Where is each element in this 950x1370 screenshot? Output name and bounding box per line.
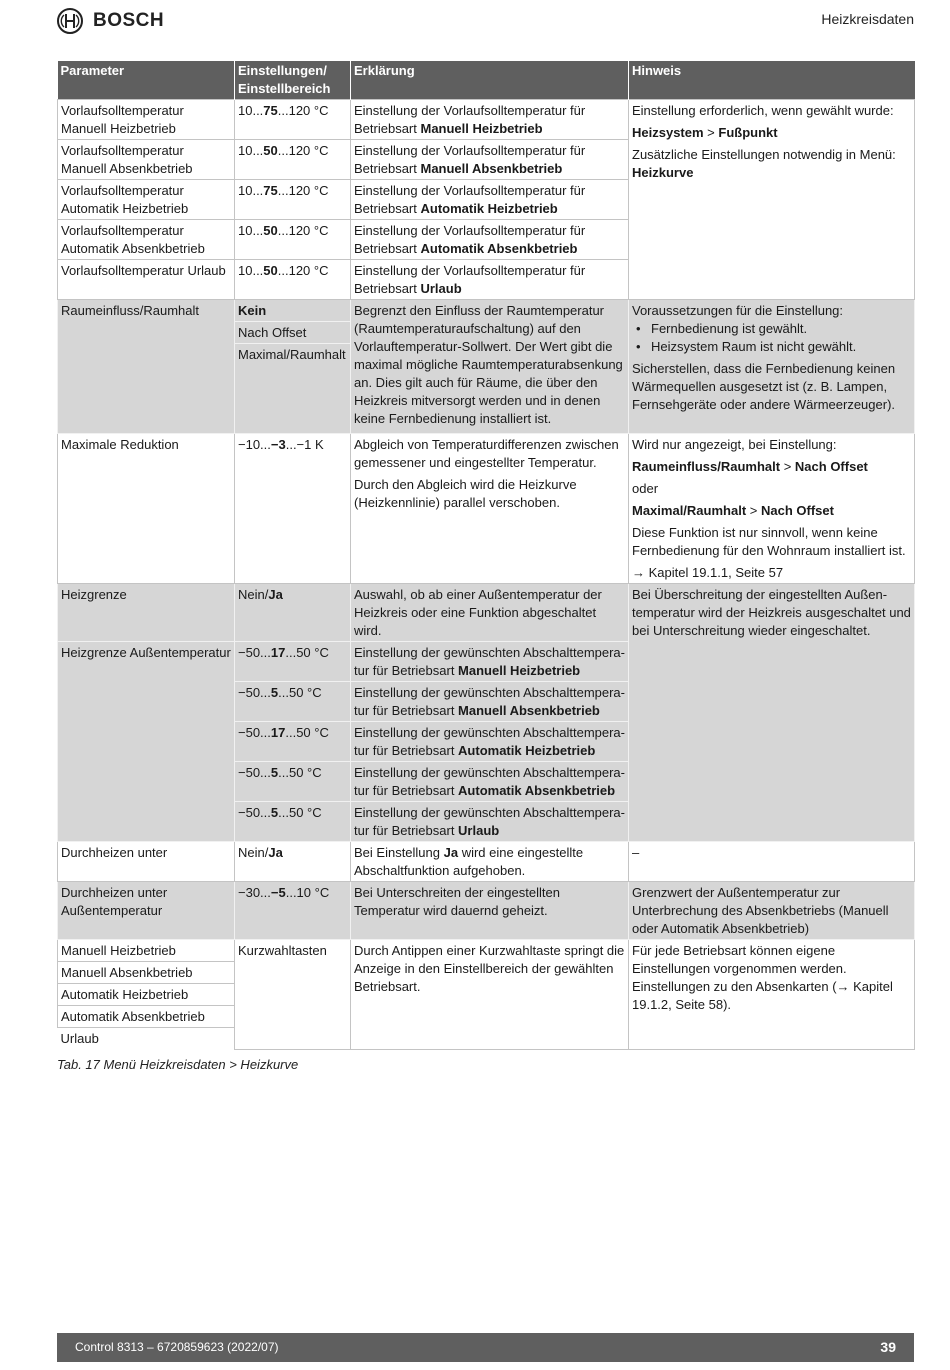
setting-cell: −30...−5...10 °C [235, 882, 351, 940]
explanation-cell: Einstellung der Vorlaufsolltemperatur für Betriebsart Automatik Absenkbetrieb [351, 220, 629, 260]
param-cell: Manuell Heizbetrieb [58, 940, 235, 962]
hint-cell: Bei Überschreitung der eingestellten Außentemperatur wird der Heizkreis ausgeschaltet und bei Unterschreitung wieder eingeschaltet. [629, 584, 915, 842]
setting-cell: Nein/Ja [235, 584, 351, 642]
explanation-cell: Einstellung der Vorlaufsolltemperatur für Betriebsart Urlaub [351, 260, 629, 300]
setting-cell: Maximal/Raumhalt [235, 344, 351, 434]
page-number: 39 [880, 1339, 896, 1355]
hint-cell: Einstellung erforderlich, wenn gewählt wurde: Heizsystem > Fußpunkt Zusätzliche Einstellungen notwendig in Menü: Heizkurve [629, 100, 915, 300]
setting-cell: −10...−3...−1 K [235, 434, 351, 584]
setting-cell: 10...50...120 °C [235, 260, 351, 300]
param-cell: Vorlaufsolltemperatur Automatik Absenkbetrieb [58, 220, 235, 260]
param-cell: Durchheizen unter [58, 842, 235, 882]
explanation-cell: Einstellung der Vorlaufsolltemperatur für Betriebsart Manuell Heizbetrieb [351, 100, 629, 140]
explanation-cell: Einstellung der gewünschten Abschalttemperatur für Betriebsart Automatik Heizbetrieb [351, 722, 629, 762]
explanation-cell: Einstellung der Vorlaufsolltemperatur für Betriebsart Manuell Absenkbetrieb [351, 140, 629, 180]
table-row [58, 940, 915, 962]
param-cell: Maximale Reduktion [58, 434, 235, 584]
param-cell: Urlaub [58, 1028, 235, 1050]
param-cell: Raumeinfluss/Raumhalt [58, 300, 235, 434]
setting-cell: 10...75...120 °C [235, 180, 351, 220]
explanation-cell: Einstellung der gewünschten Abschalttemperatur für Betriebsart Automatik Absenkbetrieb [351, 762, 629, 802]
setting-cell: −50...5...50 °C [235, 682, 351, 722]
brand-logo [57, 8, 164, 34]
hint-cell: Wird nur angezeigt, bei Einstellung: Raumeinfluss/Raumhalt > Nach Offset oder Maximal/Raumhalt > Nach Offset Diese Funktion ist nur sinnvoll, wenn keine Fernbedienung für den Wohnraum installiert ist. → Kapitel 19.1.1, Seite 57 [629, 434, 915, 584]
table-row [58, 100, 915, 140]
hint-cell: Grenzwert der Außentemperatur zur Unterbrechung des Absenkbetriebs (Manuell oder Automatik Absenkbetrieb) [629, 882, 915, 940]
bosch-logo-icon [57, 8, 83, 34]
column-header-einstellungen: Einstellungen/ Einstellbereich [235, 61, 351, 100]
table-row [58, 584, 915, 642]
setting-cell: Kein [235, 300, 351, 322]
column-header-erklaerung: Erklärung [351, 61, 629, 100]
param-cell: Heizgrenze Außentemperatur [58, 642, 235, 842]
section-title: Heizkreisdaten [821, 11, 914, 27]
param-cell: Vorlaufsolltemperatur Urlaub [58, 260, 235, 300]
parameter-table [57, 61, 915, 1050]
table-row [58, 300, 915, 322]
column-header-parameter: Parameter [58, 61, 235, 100]
brand-name: BOSCH [93, 10, 165, 31]
table-row [58, 882, 915, 940]
explanation-cell: Begrenzt den Einfluss der Raumtemperatur (Raumtemperaturaufschaltung) auf den Vorlauftemperatur-Sollwert. Der Wert gibt die maximal mögliche Raumtemperaturabsenkung an. Dies gilt auch für Räume, die über den Heizkreis mitversorgt werden und in denen keine Fernbedienung installiert ist. [351, 300, 629, 434]
explanation-cell: Bei Unterschreiten der eingestellten Temperatur wird dauernd geheizt. [351, 882, 629, 940]
explanation-cell: Bei Einstellung Ja wird eine eingestellte Abschaltfunktion aufgehoben. [351, 842, 629, 882]
page-footer [57, 1333, 914, 1362]
setting-cell: Nein/Ja [235, 842, 351, 882]
explanation-cell: Auswahl, ob ab einer Außentemperatur der Heizkreis oder eine Funktion abgeschaltet wird. [351, 584, 629, 642]
setting-cell: −50...5...50 °C [235, 802, 351, 842]
param-cell: Vorlaufsolltemperatur Manuell Heizbetrieb [58, 100, 235, 140]
explanation-cell: Einstellung der Vorlaufsolltemperatur für Betriebsart Automatik Heizbetrieb [351, 180, 629, 220]
setting-cell: 10...50...120 °C [235, 220, 351, 260]
explanation-cell: Abgleich von Temperaturdifferenzen zwischen gemessener und eingestellter Temperatur. Durch den Abgleich wird die Heizkurve (Heizkennlinie) parallel verschoben. [351, 434, 629, 584]
explanation-cell: Durch Antippen einer Kurzwahltaste springt die Anzeige in den Einstellbereich der gewählten Betriebsart. [351, 940, 629, 1050]
param-cell: Heizgrenze [58, 584, 235, 642]
param-cell: Vorlaufsolltemperatur Manuell Absenkbetrieb [58, 140, 235, 180]
document-id: Control 8313 – 6720859623 (2022/07) [75, 1340, 279, 1354]
table-row [58, 434, 915, 584]
setting-cell: −50...5...50 °C [235, 762, 351, 802]
setting-cell: −50...17...50 °C [235, 722, 351, 762]
hint-cell: Für jede Betriebsart können eigene Einstellungen vorgenommen werden. Einstellungen zu den Absenkarten (→ Kapitel 19.1.2, Seite 58). [629, 940, 915, 1050]
table-caption: Tab. 17 Menü Heizkreisdaten > Heizkurve [57, 1057, 299, 1072]
param-cell: Automatik Absenkbetrieb [58, 1006, 235, 1028]
table-header-row [58, 61, 915, 100]
setting-cell: Nach Offset [235, 322, 351, 344]
param-cell: Automatik Heizbetrieb [58, 984, 235, 1006]
hint-cell: Voraussetzungen für die Einstellung: • Fernbedienung ist gewählt. • Heizsystem Raum ist nicht gewählt. Sicherstellen, dass die Fernbedienung keinen Wärmequellen ausgesetzt ist (z. B. Lampen, Fernsehgeräte oder andere Wärmeerzeuger). [629, 300, 915, 434]
table-row [58, 842, 915, 882]
setting-cell: Kurzwahltasten [235, 940, 351, 1050]
explanation-cell: Einstellung der gewünschten Abschalttemperatur für Betriebsart Manuell Heizbetrieb [351, 642, 629, 682]
explanation-cell: Einstellung der gewünschten Abschalttemperatur für Betriebsart Urlaub [351, 802, 629, 842]
setting-cell: −50...17...50 °C [235, 642, 351, 682]
param-cell: Vorlaufsolltemperatur Automatik Heizbetrieb [58, 180, 235, 220]
param-cell: Manuell Absenkbetrieb [58, 962, 235, 984]
explanation-cell: Einstellung der gewünschten Abschalttemperatur für Betriebsart Manuell Absenkbetrieb [351, 682, 629, 722]
setting-cell: 10...50...120 °C [235, 140, 351, 180]
param-cell: Durchheizen unter Außentemperatur [58, 882, 235, 940]
column-header-hinweis: Hinweis [629, 61, 915, 100]
hint-cell: – [629, 842, 915, 882]
setting-cell: 10...75...120 °C [235, 100, 351, 140]
